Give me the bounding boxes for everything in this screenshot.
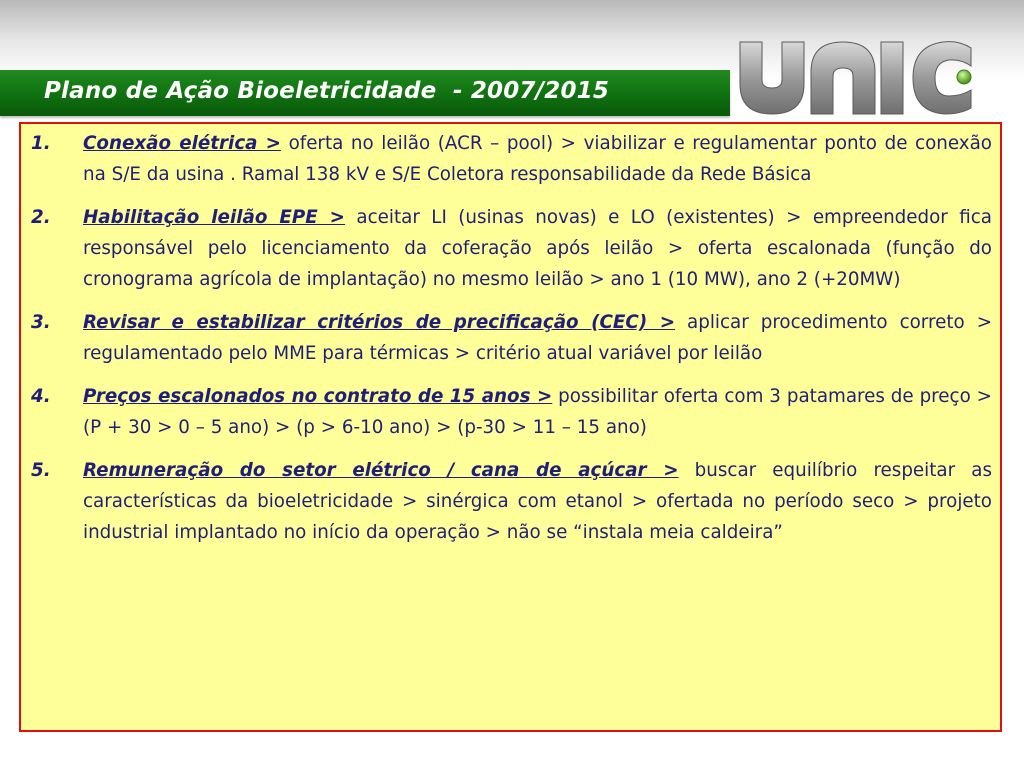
item-heading: Habilitação leilão EPE > xyxy=(83,207,345,228)
item-heading: Preços escalonados no contrato de 15 anos > xyxy=(83,386,553,407)
item-body: oferta no leilão (ACR – pool) > viabilizar e regulamentar ponto de conexão na S/E da usina . Ramal 138 kV e S/E Coletora responsabilidade da Rede Básica xyxy=(83,133,992,185)
list-item xyxy=(21,381,992,443)
list-item xyxy=(21,128,992,190)
item-body: possibilitar oferta com 3 patamares de preço > (P + 30 > 0 – 5 ano) > (p > 6-10 ano) > (p-30 > 11 – 15 ano) xyxy=(83,386,992,438)
item-number: 1. xyxy=(31,133,51,154)
item-number: 4. xyxy=(31,386,51,407)
item-heading: Revisar e estabilizar critérios de precificação (CEC) > xyxy=(83,312,676,333)
list-item xyxy=(21,455,992,548)
item-number: 5. xyxy=(31,460,51,481)
list-item xyxy=(21,202,992,295)
unica-logo xyxy=(735,30,1000,120)
list-item xyxy=(21,307,992,369)
item-body: aplicar procedimento correto > regulamentado pelo MME para térmicas > critério atual variável por leilão xyxy=(83,312,993,364)
action-list xyxy=(21,124,1000,548)
item-body: buscar equilíbrio respeitar as características da bioeletricidade > sinérgica com etanol > ofertada no período seco > projeto industrial implantado no início da operação > não se “instala meia caldeira” xyxy=(83,460,992,543)
item-heading: Conexão elétrica > xyxy=(83,133,281,154)
slide-title: Plano de Ação Bioeletricidade - 2007/2015 xyxy=(44,78,610,104)
item-heading: Remuneração do setor elétrico / cana de açúcar > xyxy=(83,460,679,481)
item-body: aceitar LI (usinas novas) e LO (existentes) > empreendedor fica responsável pelo licenciamento da coferação após leilão > oferta escalonada (função do cronograma agrícola de implantação) no mesmo leilão > ano 1 (10 MW), ano 2 (+20MW) xyxy=(83,207,992,290)
item-number: 2. xyxy=(31,207,51,228)
item-number: 3. xyxy=(31,312,51,333)
content-box xyxy=(19,122,1002,732)
title-bar xyxy=(0,70,730,116)
